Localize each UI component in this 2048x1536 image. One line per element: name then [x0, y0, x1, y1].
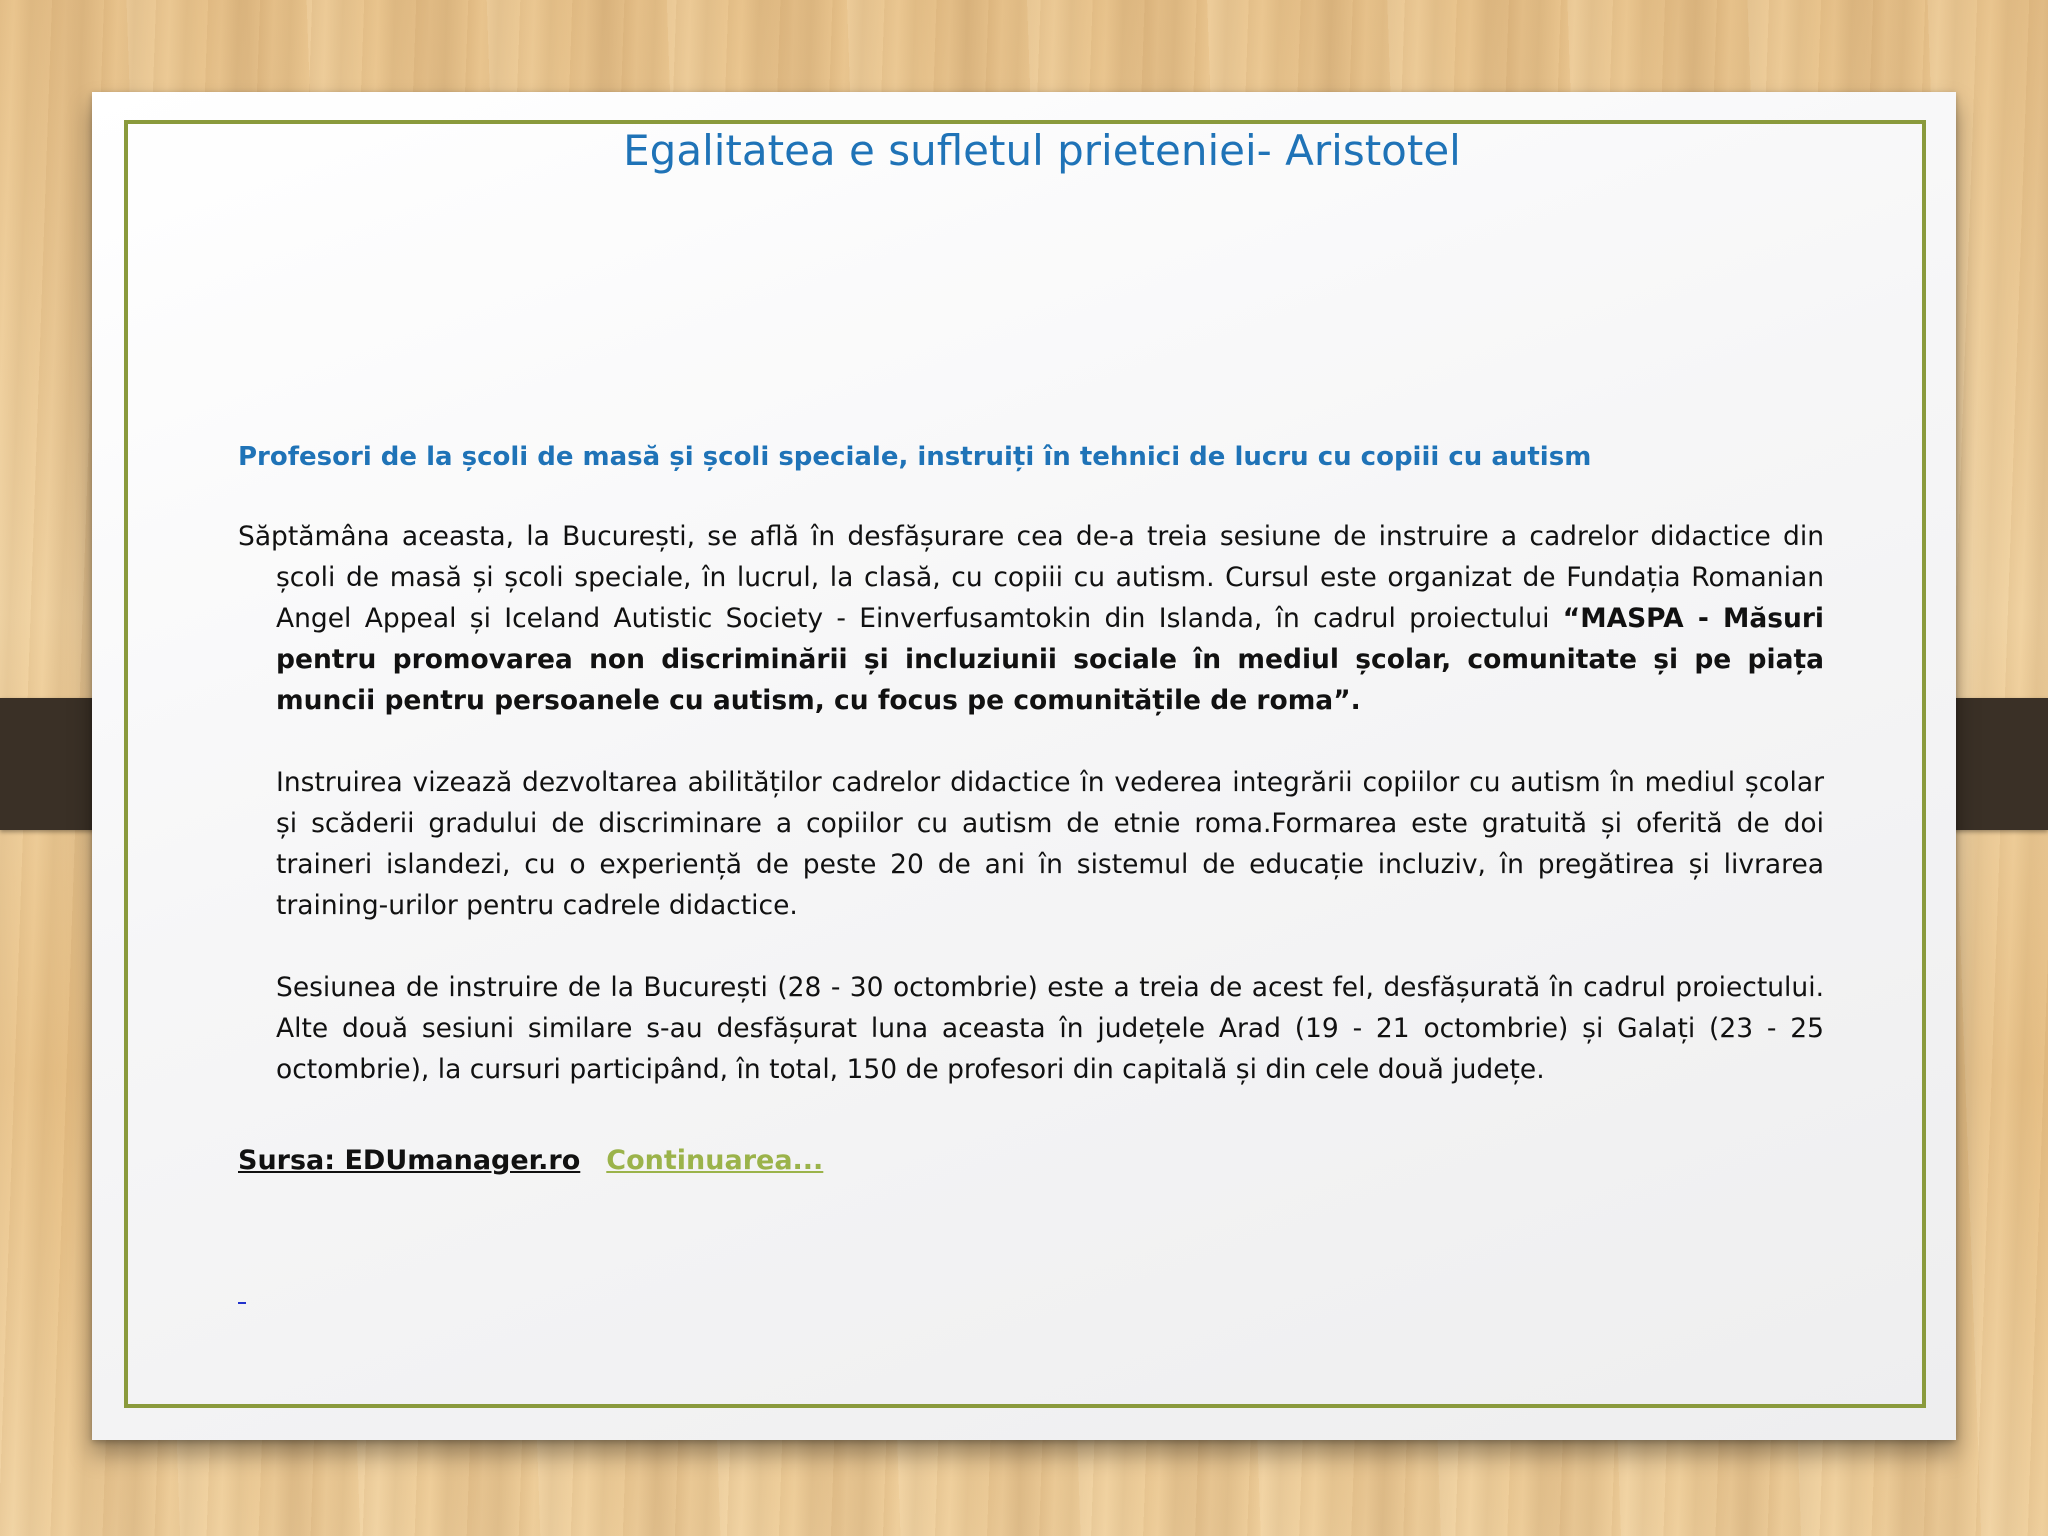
article-headline: Profesori de la școli de masă și școli speciale, instruiți în tehnici de lucru cu copiii cu autism [238, 442, 1592, 472]
empty-link-marker[interactable] [238, 1302, 246, 1304]
continue-reading-link[interactable]: Continuarea... [606, 1145, 824, 1176]
project-name: “MASPA - Măsuri pentru promovarea non discriminării și incluziunii sociale în mediul școlar, comunitate și pe piața muncii pentru persoanele cu autism, cu focus pe comunitățile de roma”. [276, 603, 1825, 716]
slide-title: Egalitatea e sufletul prieteniei- Aristotel [623, 126, 1461, 175]
article-paragraph-3: Sesiunea de instruire de la București (28 - 30 octombrie) este a treia de acest fel, desfășurată în cadrul proiectului. Alte două sesiuni similare s-au desfășurat luna aceasta în județele Arad (19 - 21 octombrie) și Galați (23 - 25 octombrie), la cursuri participând, în total, 150 de profesori din capitală și din cele două județe. [276, 972, 1824, 1085]
paragraph-1-text: Săptămâna aceasta, la București, se află în desfășurare cea de-a treia sesiune de instruire a cadrelor didactice din școli de masă și școli speciale, în lucrul, la clasă, cu copiii cu autism. Cursul este organizat de Fundația Romanian Angel Appeal și Iceland Autistic Society - Einverfusamtokin din Islanda, în cadrul proiectului [238, 521, 1824, 634]
slide-content [238, 442, 1824, 1176]
article-paragraph-1 [238, 516, 1824, 721]
article-paragraph-2: Instruirea vizează dezvoltarea abilităților cadrelor didactice în vederea integrării copiilor cu autism în mediul școlar și scăderii gradului de discriminare a copiilor cu autism de etnie roma.Formarea este gratuită și oferită de doi traineri islandezi, cu o experiență de peste 20 de ani în sistemul de educație incluziv, în pregătirea și livrarea training-urilor pentru cadrele didactice. [276, 767, 1824, 921]
source-line [238, 1145, 1824, 1176]
source-label[interactable]: Sursa: EDUmanager.ro [238, 1145, 581, 1176]
